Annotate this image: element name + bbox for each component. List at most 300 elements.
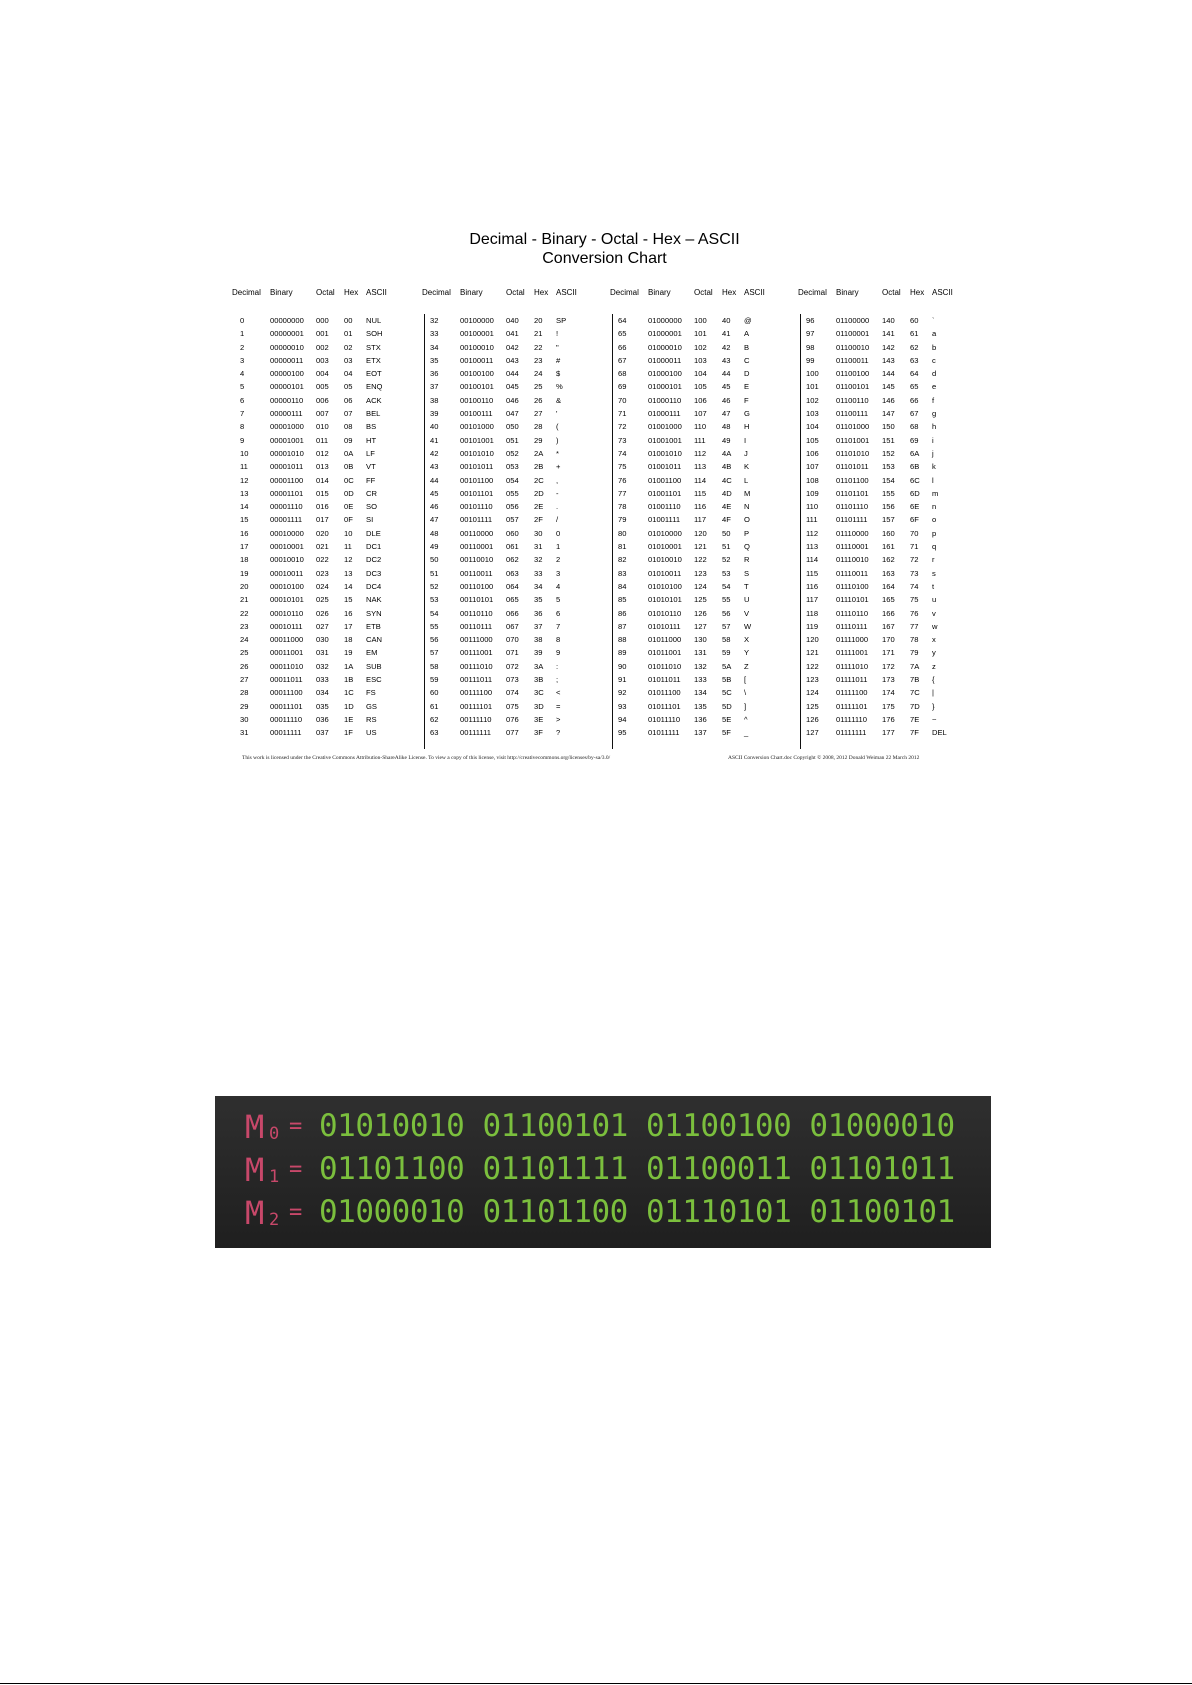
table-cell: 047 — [506, 409, 519, 419]
table-cell: 00100011 — [460, 355, 494, 365]
table-cell: t — [932, 581, 935, 591]
table-cell: 16 — [240, 528, 249, 538]
table-cell: 122 — [694, 555, 707, 565]
table-row — [422, 673, 602, 686]
table-cell: 01000100 — [648, 369, 682, 379]
table-cell: 57 — [430, 648, 439, 658]
table-cell: DC1 — [366, 542, 382, 552]
table-row — [422, 726, 602, 739]
table-cell: 95 — [618, 728, 627, 738]
chart-header-row — [610, 288, 790, 300]
table-cell: 107 — [694, 409, 707, 419]
table-cell: 075 — [506, 701, 519, 711]
chart-header-row — [798, 288, 978, 300]
table-cell: 00111001 — [460, 648, 493, 658]
table-cell: 53 — [722, 568, 731, 578]
table-row — [798, 567, 978, 580]
table-cell: 88 — [618, 635, 627, 645]
table-cell: 7D — [910, 701, 920, 711]
table-cell: 84 — [618, 581, 627, 591]
table-cell: 037 — [316, 728, 329, 738]
table-cell: 2C — [534, 475, 544, 485]
table-cell: 7F — [910, 728, 919, 738]
table-cell: 18 — [344, 635, 353, 645]
table-cell: 032 — [316, 661, 329, 671]
table-cell: 114 — [694, 475, 707, 485]
chart-header-cell: ASCII — [932, 288, 953, 297]
table-cell: 38 — [534, 635, 543, 645]
table-cell: 59 — [430, 675, 439, 685]
table-row — [232, 380, 412, 393]
table-cell: 42 — [722, 342, 731, 352]
table-cell: 014 — [316, 475, 329, 485]
table-row — [422, 394, 602, 407]
table-cell: 44 — [430, 475, 439, 485]
table-cell: 81 — [618, 542, 627, 552]
table-cell: 176 — [882, 714, 895, 724]
chart-title-line1: Decimal - Binary - Octal - Hex – ASCII — [469, 231, 740, 248]
table-cell: 01000001 — [648, 329, 682, 339]
table-cell: 01001110 — [648, 502, 681, 512]
table-cell: BEL — [366, 409, 381, 419]
table-cell: V — [744, 608, 750, 618]
table-cell: NUL — [366, 316, 382, 325]
table-cell: RS — [366, 714, 377, 724]
table-cell: 98 — [806, 342, 815, 352]
table-row — [232, 607, 412, 620]
table-cell: 022 — [316, 555, 329, 565]
chart-header-cell: ASCII — [744, 288, 765, 297]
table-cell: LF — [366, 448, 375, 458]
table-row — [798, 420, 978, 433]
table-row — [798, 327, 978, 340]
table-cell: 01100001 — [836, 329, 870, 339]
table-cell: 72 — [910, 555, 919, 565]
table-cell: 0 — [240, 316, 245, 325]
table-cell: 19 — [344, 648, 353, 658]
table-cell: + — [556, 462, 561, 472]
table-cell: 1B — [344, 675, 354, 685]
table-cell: 077 — [506, 728, 519, 738]
table-cell: 22 — [240, 608, 249, 618]
table-cell: 160 — [882, 528, 895, 538]
table-cell: 117 — [694, 515, 707, 525]
table-cell: 59 — [722, 648, 731, 658]
table-cell: 38 — [430, 395, 439, 405]
table-cell: 01010000 — [648, 528, 682, 538]
table-cell: 020 — [316, 528, 329, 538]
chart-header-cell: Hex — [344, 288, 359, 297]
table-cell: 01110010 — [836, 555, 869, 565]
table-cell: p — [932, 528, 937, 538]
table-cell: 135 — [694, 701, 707, 711]
table-cell: z — [932, 661, 936, 671]
table-row — [422, 474, 602, 487]
table-cell: 123 — [694, 568, 707, 578]
table-cell: 111 — [806, 515, 818, 525]
table-cell: 021 — [316, 542, 329, 552]
table-cell: 00011001 — [270, 648, 304, 658]
table-cell: 49 — [430, 542, 439, 552]
table-cell: 71 — [618, 409, 627, 419]
table-row — [610, 341, 790, 354]
chart-header-cell: Decimal — [798, 288, 827, 297]
table-row — [610, 620, 790, 633]
table-cell: 106 — [694, 395, 707, 405]
table-row — [798, 354, 978, 367]
table-cell: 01110110 — [836, 608, 869, 618]
table-cell: @ — [744, 316, 752, 325]
table-cell: 01011100 — [648, 688, 681, 698]
table-cell: 49 — [722, 435, 731, 445]
table-cell: 74 — [910, 581, 919, 591]
table-cell: 01001011 — [648, 462, 682, 472]
table-cell: 10 — [240, 448, 249, 458]
table-row — [610, 407, 790, 420]
table-row — [610, 686, 790, 699]
table-cell: 18 — [240, 555, 249, 565]
table-cell: 01101101 — [836, 488, 869, 498]
table-cell: 026 — [316, 608, 329, 618]
table-cell: 3A — [534, 661, 544, 671]
table-cell: SP — [556, 316, 567, 325]
table-row — [798, 434, 978, 447]
table-cell: 69 — [618, 382, 627, 392]
table-cell: = — [556, 701, 561, 711]
table-cell: 8 — [556, 635, 561, 645]
table-row — [422, 407, 602, 420]
table-row — [798, 474, 978, 487]
chart-header-cell: Octal — [316, 288, 335, 297]
table-cell: 131 — [694, 648, 707, 658]
table-cell: FS — [366, 688, 376, 698]
table-row — [798, 367, 978, 380]
table-row — [798, 553, 978, 566]
copyright-footer: ASCII Conversion Chart.doc Copyright © 2008, 2012 Donald Weiman 22 March 2012 — [728, 755, 920, 761]
table-cell: M — [744, 488, 751, 498]
table-cell: 060 — [506, 528, 519, 538]
table-row — [610, 726, 790, 739]
table-cell: 125 — [806, 701, 819, 711]
table-row — [232, 487, 412, 500]
table-cell: E — [744, 382, 750, 392]
table-row — [422, 367, 602, 380]
table-cell: 4A — [722, 448, 732, 458]
table-cell: 80 — [618, 528, 627, 538]
table-cell: DC2 — [366, 555, 382, 565]
table-cell: 47 — [430, 515, 439, 525]
table-cell: 55 — [722, 595, 731, 605]
table-cell: 60 — [910, 316, 919, 325]
table-cell: 10 — [344, 528, 353, 538]
table-cell: 78 — [910, 635, 919, 645]
table-cell: O — [744, 515, 750, 525]
table-cell: 136 — [694, 714, 707, 724]
table-cell: 79 — [618, 515, 627, 525]
table-cell: 36 — [534, 608, 543, 618]
table-cell: 5 — [240, 382, 245, 392]
table-cell: 171 — [882, 648, 895, 658]
table-cell: 97 — [806, 329, 815, 339]
table-row — [232, 580, 412, 593]
table-cell: e — [932, 382, 937, 392]
table-cell: a — [932, 329, 937, 339]
table-cell: Q — [744, 542, 750, 552]
table-row — [798, 513, 978, 526]
table-row — [610, 367, 790, 380]
table-cell: F — [744, 395, 749, 405]
table-cell: 00011110 — [270, 714, 303, 724]
table-cell: 074 — [506, 688, 519, 698]
table-cell: 2D — [534, 488, 544, 498]
table-cell: 051 — [506, 435, 519, 445]
table-cell: 75 — [910, 595, 919, 605]
table-cell: 120 — [694, 528, 707, 538]
table-cell: 01111101 — [836, 701, 868, 711]
table-cell: 29 — [534, 435, 543, 445]
table-row — [798, 527, 978, 540]
table-cell: 3D — [534, 701, 544, 711]
table-cell: . — [556, 502, 559, 512]
table-row — [798, 646, 978, 659]
binary-messages-panel — [215, 1096, 991, 1248]
table-cell: 00010001 — [270, 542, 304, 552]
equals-sign: = — [289, 1200, 303, 1225]
table-cell: [ — [744, 675, 747, 685]
table-row — [422, 700, 602, 713]
table-row — [232, 394, 412, 407]
table-cell: 00001100 — [270, 475, 304, 485]
table-cell: 64 — [618, 316, 627, 325]
table-cell: 39 — [430, 409, 439, 419]
table-cell: 21 — [240, 595, 249, 605]
table-cell: 43 — [722, 355, 731, 365]
table-cell: 016 — [316, 502, 329, 512]
table-cell: 010 — [316, 422, 329, 432]
table-cell: 007 — [316, 409, 329, 419]
table-cell: 013 — [316, 462, 329, 472]
table-cell: 7A — [910, 661, 920, 671]
table-cell: 036 — [316, 714, 329, 724]
table-cell: 74 — [618, 448, 627, 458]
table-cell: 00101100 — [460, 475, 494, 485]
table-cell: 5E — [722, 714, 732, 724]
table-row — [232, 553, 412, 566]
table-cell: 46 — [722, 395, 731, 405]
table-row — [798, 460, 978, 473]
table-cell: 6 — [556, 608, 561, 618]
table-cell: 01110111 — [836, 621, 868, 631]
table-cell: 035 — [316, 701, 329, 711]
table-row — [232, 540, 412, 553]
table-cell: 00011000 — [270, 635, 304, 645]
table-cell: Z — [744, 661, 749, 671]
column-divider — [800, 314, 801, 749]
table-row — [798, 341, 978, 354]
table-row — [610, 327, 790, 340]
table-cell: % — [556, 382, 563, 392]
table-cell: 122 — [806, 661, 819, 671]
table-cell: 00000010 — [270, 342, 304, 352]
table-cell: 00001111 — [270, 515, 303, 525]
table-cell: 40 — [722, 316, 731, 325]
table-cell: 01111011 — [836, 675, 868, 685]
table-cell: v — [932, 608, 936, 618]
table-cell: 134 — [694, 688, 707, 698]
table-cell: 02 — [344, 342, 353, 352]
table-cell: DLE — [366, 528, 381, 538]
table-cell: 052 — [506, 448, 519, 458]
table-cell: 113 — [694, 462, 707, 472]
table-cell: 2 — [240, 342, 245, 352]
table-cell: 00111011 — [460, 675, 493, 685]
table-row — [232, 434, 412, 447]
table-cell: 030 — [316, 635, 329, 645]
table-row — [798, 726, 978, 739]
table-cell: 01110101 — [836, 595, 869, 605]
table-cell: 63 — [430, 728, 439, 738]
table-cell: 2E — [534, 502, 544, 512]
binary-bits: 01010010 01100101 01100100 01000010 — [319, 1108, 955, 1144]
table-cell: 0A — [344, 448, 354, 458]
table-cell: 01111100 — [836, 688, 868, 698]
table-cell: 040 — [506, 316, 519, 325]
table-cell: 110 — [694, 422, 707, 432]
table-row — [232, 660, 412, 673]
table-cell: o — [932, 515, 937, 525]
table-cell: 4 — [240, 369, 245, 379]
table-cell: W — [744, 621, 752, 631]
table-cell: 45 — [430, 488, 439, 498]
table-cell: 01011000 — [648, 635, 682, 645]
table-cell: 106 — [806, 448, 819, 458]
table-cell: 00111101 — [460, 701, 493, 711]
table-cell: 01101010 — [836, 448, 870, 458]
table-row — [798, 580, 978, 593]
table-cell: Y — [744, 648, 750, 658]
table-cell: 163 — [882, 568, 895, 578]
table-cell: 00110111 — [460, 621, 493, 631]
table-row — [798, 380, 978, 393]
table-cell: 3F — [534, 728, 543, 738]
table-cell: 01001001 — [648, 435, 682, 445]
table-cell: S — [744, 568, 750, 578]
table-cell: A — [744, 329, 750, 339]
table-cell: 0B — [344, 462, 354, 472]
table-cell: 51 — [430, 568, 439, 578]
table-cell: 101 — [806, 382, 819, 392]
table-cell: 00100000 — [460, 316, 494, 325]
table-cell: 112 — [694, 448, 707, 458]
table-row — [798, 713, 978, 726]
table-row — [610, 580, 790, 593]
table-cell: 072 — [506, 661, 519, 671]
table-cell: 00100001 — [460, 329, 494, 339]
table-cell: 71 — [910, 542, 919, 552]
table-cell: 48 — [722, 422, 731, 432]
table-cell: 01101011 — [836, 462, 869, 472]
table-cell: 01001111 — [648, 515, 681, 525]
table-row — [798, 540, 978, 553]
table-row — [798, 633, 978, 646]
table-cell: 01011011 — [648, 675, 681, 685]
table-cell: 119 — [806, 621, 819, 631]
table-cell: 08 — [344, 422, 353, 432]
table-cell: 061 — [506, 542, 519, 552]
table-cell: 046 — [506, 395, 519, 405]
table-cell: 00000011 — [270, 355, 304, 365]
table-cell: 3B — [534, 675, 544, 685]
table-cell: ; — [556, 675, 559, 685]
table-cell: 00111111 — [460, 728, 491, 738]
table-cell: 044 — [506, 369, 519, 379]
table-cell: 41 — [722, 329, 731, 339]
table-cell: 01110011 — [836, 568, 869, 578]
table-cell: ! — [556, 329, 559, 339]
table-cell: ] — [744, 701, 747, 711]
table-cell: 62 — [910, 342, 919, 352]
table-cell: 86 — [618, 608, 627, 618]
table-cell: d — [932, 369, 937, 379]
table-cell: SI — [366, 515, 374, 525]
table-row — [610, 646, 790, 659]
table-cell: 58 — [430, 661, 439, 671]
table-cell: 79 — [910, 648, 919, 658]
table-cell: 21 — [534, 329, 543, 339]
table-cell: 01111000 — [836, 635, 869, 645]
table-cell: > — [556, 714, 561, 724]
table-cell: 00011010 — [270, 661, 304, 671]
table-cell: 00011011 — [270, 675, 303, 685]
table-cell: 023 — [316, 568, 329, 578]
table-cell: 04 — [344, 369, 353, 379]
equals-sign: = — [289, 1114, 303, 1139]
table-cell: 121 — [694, 542, 707, 552]
table-cell: 6E — [910, 502, 920, 512]
table-cell: 90 — [618, 661, 627, 671]
table-cell: 116 — [806, 581, 819, 591]
table-cell: 96 — [806, 316, 815, 325]
table-cell: * — [556, 448, 559, 458]
table-cell: 00000111 — [270, 409, 303, 419]
table-cell: 00101001 — [460, 435, 494, 445]
table-cell: 76 — [618, 475, 627, 485]
table-cell: 155 — [882, 488, 895, 498]
table-cell: 00000000 — [270, 316, 304, 325]
table-cell: 126 — [694, 608, 707, 618]
table-cell: 00101111 — [460, 515, 493, 525]
table-cell: 01001010 — [648, 448, 682, 458]
table-cell: 2B — [534, 462, 544, 472]
table-cell: 000 — [316, 316, 329, 325]
table-cell: J — [744, 448, 748, 458]
table-row — [610, 633, 790, 646]
table-cell: 00101101 — [460, 488, 494, 498]
table-row — [232, 407, 412, 420]
table-row — [422, 513, 602, 526]
table-row — [232, 646, 412, 659]
table-cell: 01100110 — [836, 395, 869, 405]
table-cell: 00011100 — [270, 688, 303, 698]
table-cell: EM — [366, 648, 378, 658]
table-row — [422, 527, 602, 540]
table-cell: 00010010 — [270, 555, 304, 565]
table-cell: 01001000 — [648, 422, 682, 432]
table-cell: R — [744, 555, 750, 565]
table-cell: 00100110 — [460, 395, 494, 405]
chart-header-cell: Binary — [460, 288, 483, 297]
table-cell: 042 — [506, 342, 519, 352]
